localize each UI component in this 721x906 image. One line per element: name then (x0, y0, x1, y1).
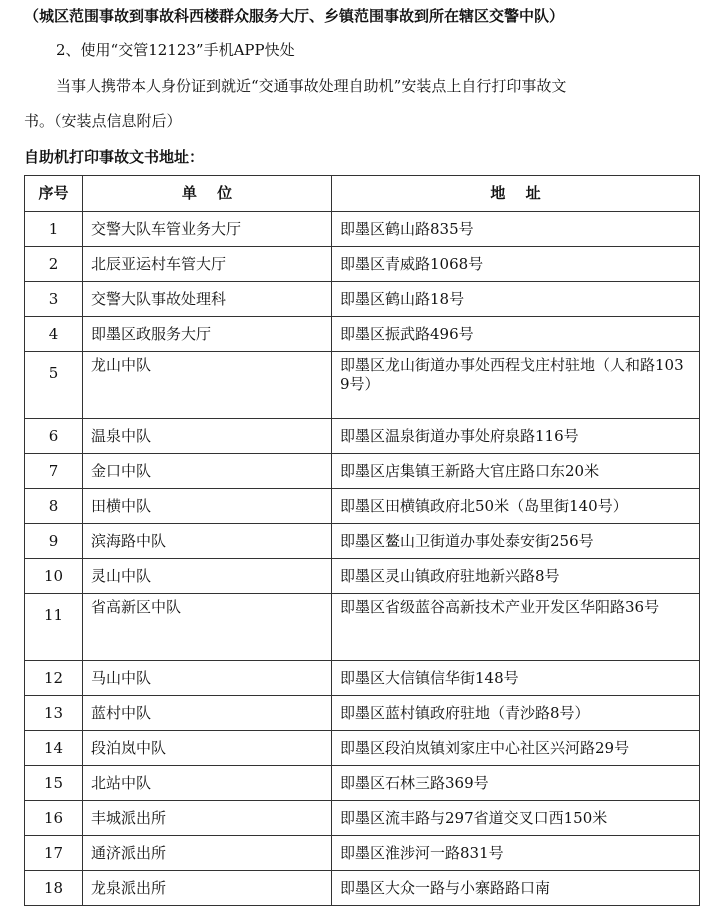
row-number: 11 (25, 594, 83, 661)
row-unit: 段泊岚中队 (83, 731, 332, 766)
table-row (25, 524, 700, 559)
row-number: 5 (25, 352, 83, 419)
row-unit: 通济派出所 (83, 836, 332, 871)
table-row (25, 489, 700, 524)
row-address: 即墨区鹤山路835号 (332, 212, 700, 247)
table-row (25, 317, 700, 352)
row-number: 9 (25, 524, 83, 559)
row-unit: 北站中队 (83, 766, 332, 801)
table-row (25, 801, 700, 836)
row-unit: 交警大队车管业务大厅 (83, 212, 332, 247)
row-address: 即墨区灵山镇政府驻地新兴路8号 (332, 559, 700, 594)
paragraph-line-2: 书。（安装点信息附后） (24, 112, 182, 130)
row-unit: 灵山中队 (83, 559, 332, 594)
table-row (25, 696, 700, 731)
header-address: 地 址 (332, 176, 700, 212)
table-row (25, 282, 700, 317)
row-address: 即墨区青威路1068号 (332, 247, 700, 282)
table-row (25, 594, 700, 661)
table-row (25, 352, 700, 419)
row-address: 即墨区大信镇信华街148号 (332, 661, 700, 696)
table-row (25, 766, 700, 801)
table-row (25, 836, 700, 871)
table-header-row (25, 176, 700, 212)
table-row (25, 454, 700, 489)
row-unit: 北辰亚运村车管大厅 (83, 247, 332, 282)
table-row (25, 731, 700, 766)
row-number: 1 (25, 212, 83, 247)
row-unit: 龙泉派出所 (83, 871, 332, 906)
row-unit: 即墨区政服务大厅 (83, 317, 332, 352)
row-address: 即墨区段泊岚镇刘家庄中心社区兴河路29号 (332, 731, 700, 766)
table-row (25, 559, 700, 594)
table-row (25, 247, 700, 282)
table-heading: 自助机打印事故文书地址： (24, 148, 205, 166)
row-unit: 温泉中队 (83, 419, 332, 454)
row-number: 6 (25, 419, 83, 454)
row-unit: 丰城派出所 (83, 801, 332, 836)
row-unit: 马山中队 (83, 661, 332, 696)
row-address: 即墨区龙山街道办事处西程戈庄村驻地（人和路1039号） (332, 352, 700, 419)
item-2-text: 2、使用“交管12123”手机APP快处 (56, 41, 295, 59)
row-address: 即墨区鳌山卫街道办事处泰安街256号 (332, 524, 700, 559)
header-no: 序号 (25, 176, 83, 212)
row-number: 17 (25, 836, 83, 871)
row-number: 3 (25, 282, 83, 317)
row-unit: 交警大队事故处理科 (83, 282, 332, 317)
row-number: 12 (25, 661, 83, 696)
row-number: 7 (25, 454, 83, 489)
row-number: 16 (25, 801, 83, 836)
row-number: 13 (25, 696, 83, 731)
row-address: 即墨区鹤山路18号 (332, 282, 700, 317)
table-row (25, 871, 700, 906)
paragraph-line-1: 当事人携带本人身份证到就近“交通事故处理自助机”安装点上自行打印事故文 (56, 77, 567, 95)
scope-note: （城区范围事故到事故科西楼群众服务大厅、乡镇范围事故到所在辖区交警中队） (24, 7, 565, 25)
row-number: 2 (25, 247, 83, 282)
row-address: 即墨区蓝村镇政府驻地（青沙路8号） (332, 696, 700, 731)
row-unit: 龙山中队 (83, 352, 332, 419)
header-unit: 单 位 (83, 176, 332, 212)
row-number: 8 (25, 489, 83, 524)
table-body (25, 212, 700, 906)
table-row (25, 661, 700, 696)
row-unit: 田横中队 (83, 489, 332, 524)
table-row (25, 212, 700, 247)
row-unit: 金口中队 (83, 454, 332, 489)
table-row (25, 419, 700, 454)
row-number: 18 (25, 871, 83, 906)
row-address: 即墨区石林三路369号 (332, 766, 700, 801)
row-address: 即墨区流丰路与297省道交叉口西150米 (332, 801, 700, 836)
address-table (24, 175, 700, 906)
row-address: 即墨区振武路496号 (332, 317, 700, 352)
row-address: 即墨区田横镇政府北50米（岛里街140号） (332, 489, 700, 524)
row-address: 即墨区大众一路与小寨路路口南 (332, 871, 700, 906)
row-address: 即墨区省级蓝谷高新技术产业开发区华阳路36号 (332, 594, 700, 661)
row-number: 10 (25, 559, 83, 594)
row-address: 即墨区淮涉河一路831号 (332, 836, 700, 871)
row-unit: 省高新区中队 (83, 594, 332, 661)
row-number: 4 (25, 317, 83, 352)
row-unit: 蓝村中队 (83, 696, 332, 731)
row-number: 15 (25, 766, 83, 801)
row-number: 14 (25, 731, 83, 766)
row-address: 即墨区温泉街道办事处府泉路116号 (332, 419, 700, 454)
row-unit: 滨海路中队 (83, 524, 332, 559)
row-address: 即墨区店集镇王新路大官庄路口东20米 (332, 454, 700, 489)
